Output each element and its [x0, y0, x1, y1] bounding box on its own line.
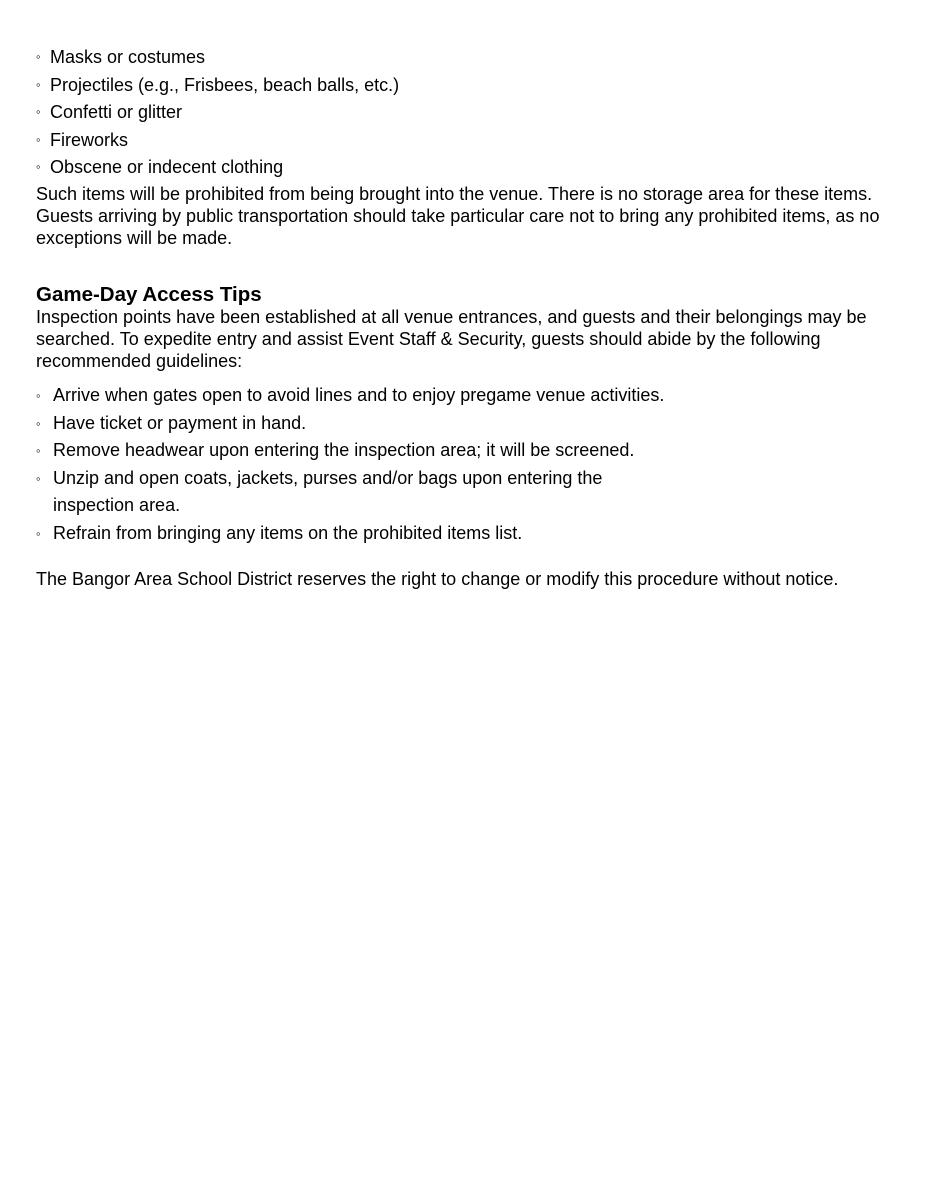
list-item	[36, 382, 676, 410]
list-item-text: Unzip and open coats, jackets, purses and/or bags upon entering the inspection area.	[53, 467, 603, 515]
list-item-text: Masks or costumes	[50, 47, 206, 67]
list-item	[36, 129, 399, 157]
bullet-icon: ◦	[36, 49, 41, 64]
prohibited-items-note: Such items will be prohibited from being brought into the venue. There is no storage area for these items. Guests arriving by public transportation should take particular care not to bring any prohibited items, as no exceptions will be made.	[36, 184, 880, 248]
prohibited-items-list	[36, 46, 399, 184]
bullet-icon: ◦	[36, 525, 41, 541]
list-item	[36, 101, 399, 129]
bullet-icon: ◦	[36, 104, 41, 119]
list-item-text: Refrain from bringing any items on the prohibited items list.	[53, 522, 523, 543]
list-item	[36, 465, 676, 520]
list-item	[36, 410, 676, 438]
list-item	[36, 74, 399, 102]
bullet-icon: ◦	[36, 470, 41, 486]
bullet-icon: ◦	[36, 443, 41, 458]
bullet-icon: ◦	[36, 76, 41, 92]
section-intro: Inspection points have been established at all venue entrances, and guests and their belongings may be searched. To expedite entry and assist Event Staff & Security, guests should abide by the following recommended guidelines:	[36, 307, 867, 371]
list-item	[36, 520, 676, 548]
list-item	[36, 437, 676, 465]
bullet-icon: ◦	[36, 388, 41, 403]
disclaimer-note: The Bangor Area School District reserves the right to change or modify this procedure without notice.	[36, 569, 839, 589]
list-item-text: Fireworks	[50, 129, 129, 150]
list-item-text: Arrive when gates open to avoid lines and to enjoy pregame venue activities.	[53, 385, 665, 405]
bullet-icon: ◦	[36, 131, 41, 147]
list-item	[36, 46, 399, 74]
list-item-text: Projectiles (e.g., Frisbees, beach balls, etc.)	[50, 74, 400, 95]
bullet-icon: ◦	[36, 159, 41, 174]
list-item	[36, 156, 399, 184]
bullet-icon: ◦	[36, 415, 41, 431]
list-item-text: Have ticket or payment in hand.	[53, 412, 307, 433]
access-tips-list	[36, 382, 676, 547]
list-item-text: Confetti or glitter	[50, 102, 183, 122]
list-item-text: Obscene or indecent clothing	[50, 157, 284, 177]
list-item-text: Remove headwear upon entering the inspection area; it will be screened.	[53, 440, 635, 460]
section-heading: Game-Day Access Tips	[36, 283, 262, 306]
